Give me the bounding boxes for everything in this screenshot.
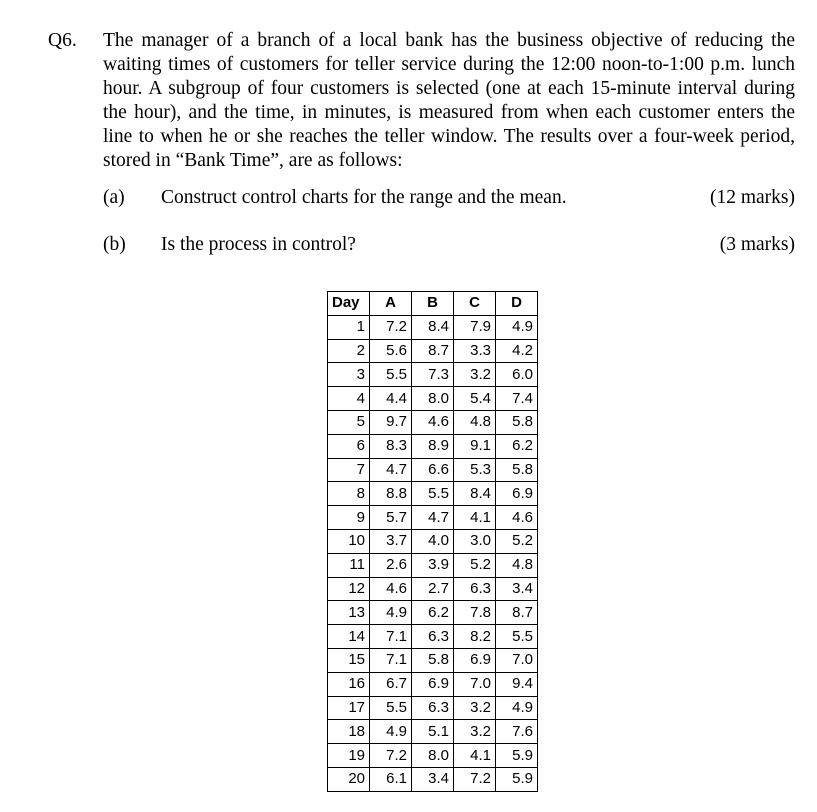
cell-d: 7.0 xyxy=(496,648,538,672)
cell-day: 17 xyxy=(328,696,370,720)
cell-d: 9.4 xyxy=(496,672,538,696)
cell-d: 4.2 xyxy=(496,339,538,363)
cell-c: 7.0 xyxy=(454,672,496,696)
cell-b: 8.0 xyxy=(412,744,454,768)
cell-c: 7.9 xyxy=(454,315,496,339)
cell-day: 4 xyxy=(328,387,370,411)
cell-d: 4.9 xyxy=(496,315,538,339)
cell-a: 7.1 xyxy=(370,625,412,649)
cell-b: 6.3 xyxy=(412,625,454,649)
cell-d: 5.5 xyxy=(496,625,538,649)
table-row xyxy=(328,482,538,506)
bank-time-table xyxy=(327,291,538,792)
cell-day: 3 xyxy=(328,363,370,387)
cell-c: 3.2 xyxy=(454,696,496,720)
cell-b: 3.4 xyxy=(412,767,454,791)
table-row xyxy=(328,696,538,720)
cell-a: 8.3 xyxy=(370,434,412,458)
part-b-label: (b) xyxy=(103,234,126,255)
cell-day: 19 xyxy=(328,744,370,768)
cell-day: 2 xyxy=(328,339,370,363)
cell-c: 8.4 xyxy=(454,482,496,506)
table-row xyxy=(328,339,538,363)
cell-d: 5.2 xyxy=(496,529,538,553)
cell-b: 7.3 xyxy=(412,363,454,387)
cell-c: 6.3 xyxy=(454,577,496,601)
cell-d: 4.9 xyxy=(496,696,538,720)
cell-c: 8.2 xyxy=(454,625,496,649)
cell-b: 5.1 xyxy=(412,720,454,744)
table-row xyxy=(328,767,538,791)
cell-c: 3.2 xyxy=(454,363,496,387)
question-stem xyxy=(103,29,795,173)
cell-b: 2.7 xyxy=(412,577,454,601)
cell-b: 6.3 xyxy=(412,696,454,720)
header-day: Day xyxy=(328,292,370,316)
cell-a: 6.7 xyxy=(370,672,412,696)
cell-b: 6.6 xyxy=(412,458,454,482)
cell-a: 9.7 xyxy=(370,410,412,434)
cell-a: 4.4 xyxy=(370,387,412,411)
cell-a: 4.9 xyxy=(370,720,412,744)
header-a: A xyxy=(370,292,412,316)
cell-day: 10 xyxy=(328,529,370,553)
header-d: D xyxy=(496,292,538,316)
cell-a: 5.5 xyxy=(370,696,412,720)
part-a-label: (a) xyxy=(103,187,125,208)
cell-a: 7.2 xyxy=(370,315,412,339)
part-b xyxy=(103,232,795,258)
cell-a: 4.6 xyxy=(370,577,412,601)
cell-b: 8.9 xyxy=(412,434,454,458)
header-c: C xyxy=(454,292,496,316)
stem-line: line to when he or she reaches the teller window. The results over a four-week period, xyxy=(103,126,795,147)
cell-c: 4.1 xyxy=(454,506,496,530)
cell-a: 5.6 xyxy=(370,339,412,363)
table-row xyxy=(328,410,538,434)
cell-c: 5.3 xyxy=(454,458,496,482)
cell-d: 6.0 xyxy=(496,363,538,387)
cell-day: 16 xyxy=(328,672,370,696)
cell-a: 4.7 xyxy=(370,458,412,482)
table-row xyxy=(328,529,538,553)
cell-b: 3.9 xyxy=(412,553,454,577)
cell-d: 6.2 xyxy=(496,434,538,458)
cell-day: 12 xyxy=(328,577,370,601)
stem-line: stored in “Bank Time”, are as follows: xyxy=(103,150,403,171)
table-row xyxy=(328,625,538,649)
table-row xyxy=(328,648,538,672)
cell-b: 8.4 xyxy=(412,315,454,339)
cell-c: 3.2 xyxy=(454,720,496,744)
table-header-row xyxy=(328,292,538,316)
cell-b: 8.0 xyxy=(412,387,454,411)
part-a xyxy=(103,185,795,211)
cell-d: 5.8 xyxy=(496,458,538,482)
table-row xyxy=(328,387,538,411)
cell-d: 7.4 xyxy=(496,387,538,411)
cell-day: 9 xyxy=(328,506,370,530)
cell-d: 4.8 xyxy=(496,553,538,577)
cell-a: 6.1 xyxy=(370,767,412,791)
cell-day: 5 xyxy=(328,410,370,434)
cell-d: 8.7 xyxy=(496,601,538,625)
cell-day: 14 xyxy=(328,625,370,649)
cell-b: 6.2 xyxy=(412,601,454,625)
cell-day: 6 xyxy=(328,434,370,458)
cell-d: 4.6 xyxy=(496,506,538,530)
table-row xyxy=(328,577,538,601)
cell-c: 3.0 xyxy=(454,529,496,553)
cell-a: 7.2 xyxy=(370,744,412,768)
table-row xyxy=(328,315,538,339)
cell-c: 4.1 xyxy=(454,744,496,768)
cell-b: 5.8 xyxy=(412,648,454,672)
table-row xyxy=(328,434,538,458)
cell-d: 6.9 xyxy=(496,482,538,506)
question-number: Q6. xyxy=(48,30,77,51)
cell-day: 1 xyxy=(328,315,370,339)
table-row xyxy=(328,363,538,387)
cell-d: 5.9 xyxy=(496,767,538,791)
cell-d: 5.9 xyxy=(496,744,538,768)
table-body xyxy=(328,315,538,791)
cell-d: 3.4 xyxy=(496,577,538,601)
cell-day: 18 xyxy=(328,720,370,744)
cell-b: 4.0 xyxy=(412,529,454,553)
cell-a: 7.1 xyxy=(370,648,412,672)
cell-a: 4.9 xyxy=(370,601,412,625)
cell-d: 7.6 xyxy=(496,720,538,744)
stem-line: waiting times of customers for teller service during the 12:00 noon-to-1:00 p.m. lunch xyxy=(103,54,795,75)
cell-a: 2.6 xyxy=(370,553,412,577)
cell-c: 3.3 xyxy=(454,339,496,363)
cell-c: 6.9 xyxy=(454,648,496,672)
table-row xyxy=(328,672,538,696)
cell-day: 8 xyxy=(328,482,370,506)
cell-c: 9.1 xyxy=(454,434,496,458)
cell-b: 6.9 xyxy=(412,672,454,696)
cell-c: 4.8 xyxy=(454,410,496,434)
cell-c: 7.8 xyxy=(454,601,496,625)
stem-line: the hour), and the time, in minutes, is measured from when each customer enters the xyxy=(103,102,795,123)
cell-day: 20 xyxy=(328,767,370,791)
cell-b: 8.7 xyxy=(412,339,454,363)
table-row xyxy=(328,720,538,744)
table-row xyxy=(328,744,538,768)
part-a-marks: (12 marks) xyxy=(709,187,795,208)
table-row xyxy=(328,458,538,482)
table-row xyxy=(328,553,538,577)
cell-b: 4.7 xyxy=(412,506,454,530)
cell-day: 15 xyxy=(328,648,370,672)
part-b-marks: (3 marks) xyxy=(719,234,795,255)
part-b-text: Is the process in control? xyxy=(161,234,356,255)
cell-c: 7.2 xyxy=(454,767,496,791)
cell-a: 3.7 xyxy=(370,529,412,553)
cell-day: 13 xyxy=(328,601,370,625)
part-a-text: Construct control charts for the range and the mean. xyxy=(161,187,567,208)
cell-b: 5.5 xyxy=(412,482,454,506)
header-b: B xyxy=(412,292,454,316)
cell-a: 8.8 xyxy=(370,482,412,506)
cell-c: 5.4 xyxy=(454,387,496,411)
table-row xyxy=(328,506,538,530)
cell-b: 4.6 xyxy=(412,410,454,434)
cell-c: 5.2 xyxy=(454,553,496,577)
stem-line: The manager of a branch of a local bank has the business objective of reducing the xyxy=(103,30,795,51)
cell-day: 11 xyxy=(328,553,370,577)
cell-a: 5.7 xyxy=(370,506,412,530)
cell-d: 5.8 xyxy=(496,410,538,434)
cell-a: 5.5 xyxy=(370,363,412,387)
cell-day: 7 xyxy=(328,458,370,482)
table-row xyxy=(328,601,538,625)
stem-line: hour. A subgroup of four customers is selected (one at each 15-minute interval during xyxy=(103,78,795,99)
